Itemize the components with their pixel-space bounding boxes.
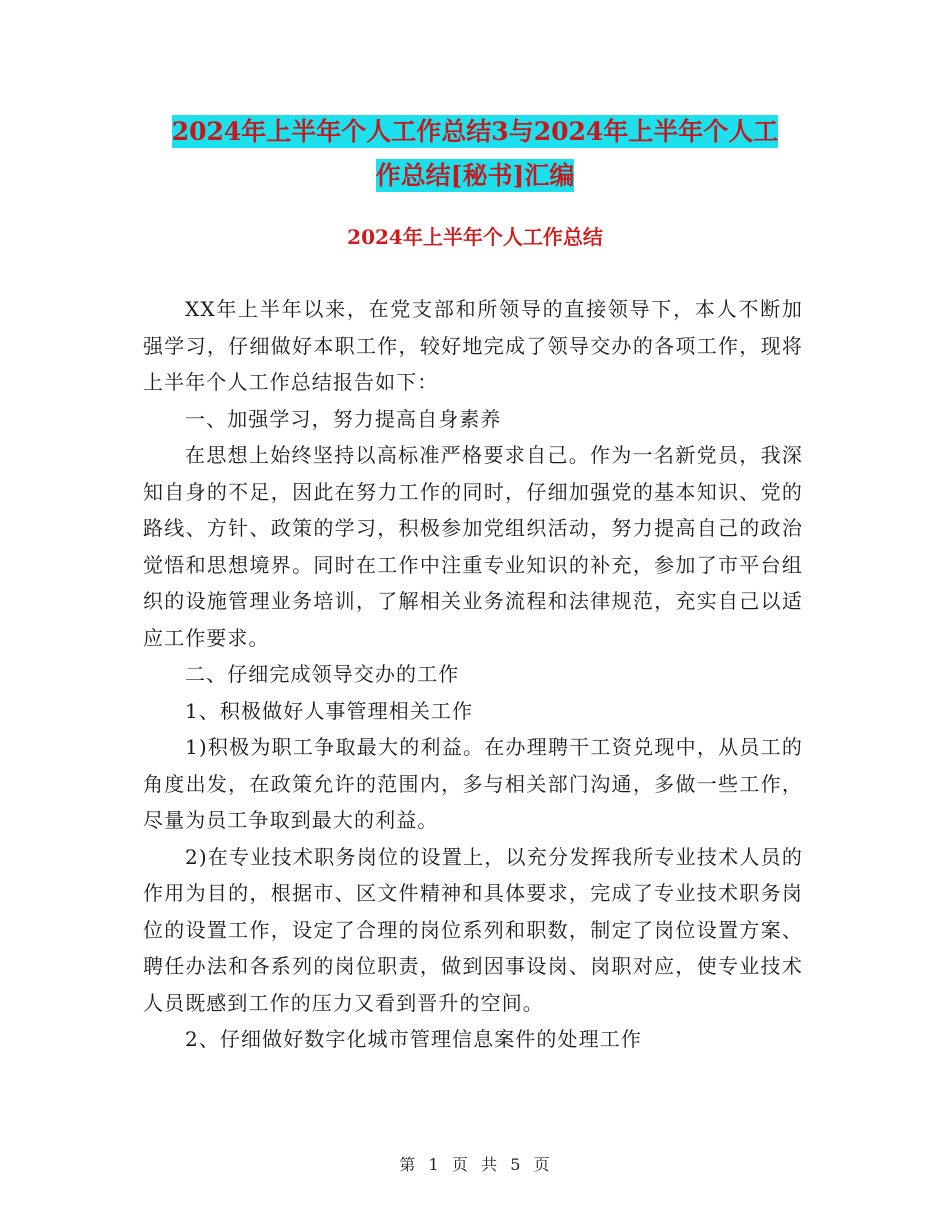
document-title-line-2: 作总结[秘书]汇编: [375, 161, 575, 190]
subheading-personnel: 1、积极做好人事管理相关工作: [185, 698, 474, 723]
heading-study: 一、加强学习，努力提高自身素养: [185, 406, 502, 431]
page-number: 第 1 页 共 5 页: [399, 1155, 551, 1174]
document-title: [0, 110, 950, 198]
paragraph-positions: 2)在专业技术职务岗位的设置上，以充分发挥我所专业技术人员的作用为目的，根据市、区文件精神和具体要求，完成了专业技术职务岗位的设置工作，设定了合理的岗位系列和职数，制定了岗位设置方案、聘任办法和各系列的岗位职责，做到因事设岗、岗职对应，使专业技术人员既感到工作的压力又看到晋升的空间。: [143, 844, 803, 1015]
subheading-digital-city: 2、仔细做好数字化城市管理信息案件的处理工作: [185, 1027, 642, 1051]
paragraph-benefits: 1)积极为职工争取最大的利益。在办理聘干工资兑现中，从员工的角度出发，在政策允许的范围内，多与相关部门沟通，多做一些工作，尽量为员工争取到最大的利益。: [143, 735, 803, 832]
document-body: [143, 291, 803, 1058]
document-title-line-1: 2024年上半年个人工作总结3与2024年上半年个人工: [171, 117, 779, 146]
heading-tasks: 二、仔细完成领导交办的工作: [185, 662, 460, 686]
section-title: 2024年上半年个人工作总结: [347, 225, 603, 249]
paragraph-intro: XX年上半年以来，在党支部和所领导的直接领导下，本人不断加强学习，仔细做好本职工作，较好地完成了领导交办的各项工作，现将上半年个人工作总结报告如下：: [143, 297, 803, 394]
page-footer: [0, 1154, 950, 1176]
paragraph-study: 在思想上始终坚持以高标准严格要求自己。作为一名新党员，我深知自身的不足，因此在努力工作的同时，仔细加强党的基本知识、党的路线、方针、政策的学习，积极参加党组织活动，努力提高自己的政治觉悟和思想境界。同时在工作中注重专业知识的补充，参加了市平台组织的设施管理业务培训，了解相关业务流程和法律规范，充实自己以适应工作要求。: [143, 443, 803, 650]
